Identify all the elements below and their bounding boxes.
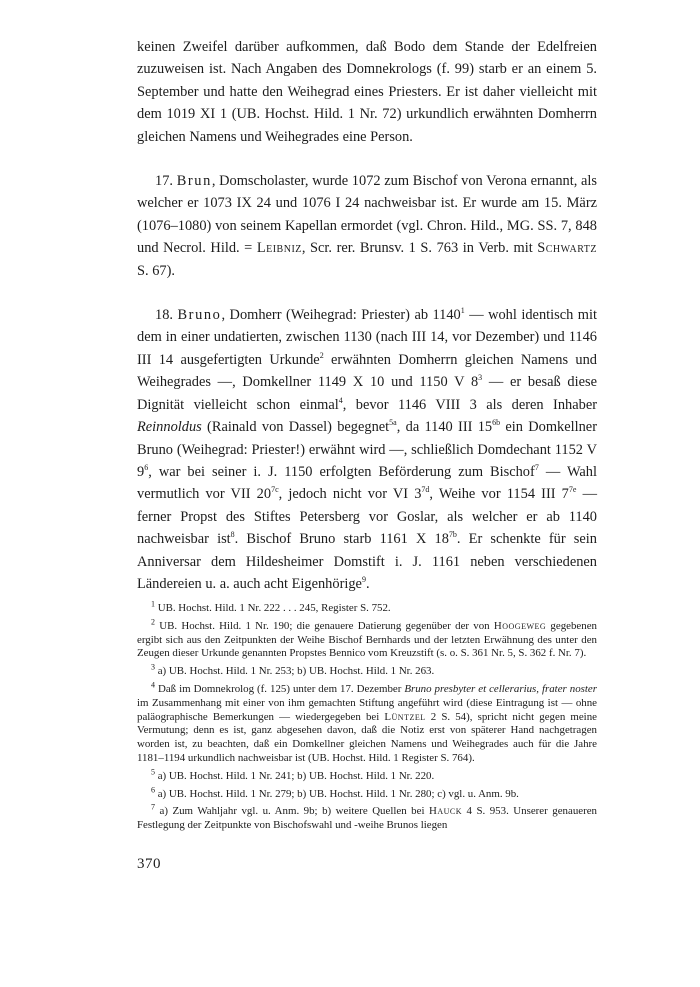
- author-smallcaps: Lüntzel: [384, 710, 426, 723]
- footnote-ref: 1: [460, 306, 465, 316]
- footnote-ref: 5a: [389, 418, 397, 428]
- footnote-1: [137, 599, 597, 616]
- entry-text: ein Domkellner Bruno (Weihegrad: Priester!) erwähnt wird —, schließlich Domdechant 1152 V 9: [137, 419, 597, 480]
- entry-text: , bevor 1146 VIII 3 als deren Inhaber: [342, 396, 597, 413]
- footnote-text: gegebenen ergibt sich aus den Zeitpunkten der Weihe Bischof Bernhards und der letzten Erwähnung des unter den Zeugen dieser Urkunde genannten Propstes Bennico vom Kreuzstift (s. o. S. 361 Nr. 5, S. 362 f. Nr. 7).: [137, 619, 597, 660]
- footnote-mark: 4: [151, 680, 155, 690]
- entry-text: , Domherr (Weihegrad: Priester) ab 1140: [221, 307, 461, 324]
- entry-text: , jedoch nicht vor VI 3: [278, 486, 422, 503]
- footnote-mark: 6: [151, 784, 155, 794]
- footnote-6: [137, 784, 597, 802]
- entry-text: , Domscholaster, wurde 1072 zum Bischof von Verona ernannt, als welcher er 1073 IX 24 und 1076 I 24 nachweisbar ist. Er wurde am 15. März (1076–1080) von seinem Kapellan ermordet (vgl. Chron. Hild., MG. SS. 7, 848 und Necrol. Hild. =: [137, 173, 597, 257]
- entry-number: 17.: [155, 173, 173, 190]
- footnote-ref: 9: [361, 575, 366, 585]
- footnote-ref: 7c: [271, 485, 279, 495]
- entry-name: Bruno: [177, 307, 222, 324]
- footnote-mark: 3: [151, 662, 155, 672]
- entry-text: . Er schenkte für sein Anniversar dem Hildesheimer Domstift i. J. 1161 neben verschiedenen Ländereien u. a. auch acht Eigenhörige: [137, 531, 597, 592]
- entry-text: .: [365, 575, 370, 592]
- entry-number: 18.: [155, 307, 173, 324]
- footnote-text: im Zusammenhang mit einer von ihm gemachten Stiftung angeführt wird (diese Eintragung ist — ohne paläographische Bemerkungen — wiedergegeben bei: [137, 696, 597, 723]
- footnote-text: a) Zum Wahljahr vgl. u. Anm. 9b; b) weitere Quellen bei: [155, 805, 429, 818]
- entry-text: — Wahl vermutlich vor VII 20: [137, 463, 598, 503]
- author-smallcaps: Schwartz: [537, 240, 597, 257]
- footnote-mark: 7: [151, 802, 155, 812]
- footnote-ref: 7: [534, 463, 539, 473]
- footnote-ref: 4: [338, 395, 343, 405]
- entry-18: [137, 304, 597, 595]
- footnote-ref: 8: [230, 530, 235, 540]
- footnote-ref: 7b: [448, 530, 457, 540]
- footnote-text: Daß im Domnekrolog (f. 125) unter dem 17. Dezember: [155, 682, 405, 695]
- footnote-2: [137, 617, 597, 661]
- footnote-4: [137, 680, 597, 766]
- entry-text: — ferner Propst des Stiftes Petersberg vor Goslar, als welcher er ab 1140 nachweisbar ist: [137, 486, 597, 548]
- footnote-ref: 7d: [421, 485, 430, 495]
- footnote-3: [137, 662, 597, 679]
- entry-17: [137, 170, 597, 282]
- entry-name: Brun: [176, 173, 212, 190]
- footnote-mark: 5: [151, 767, 155, 777]
- footnotes: [137, 599, 597, 837]
- entry-text: erwähnten Domherrn gleichen Namens und Weihegrades —, Domkellner 1149 X 10 und 1150 V 8: [137, 351, 597, 391]
- footnote-ref: 7e: [568, 485, 577, 495]
- footnote-mark: 1: [151, 599, 155, 609]
- entry-text: , Scr. rer. Brunsv. 1 S. 763 in Verb. mit: [301, 240, 538, 257]
- author-smallcaps: Hauck: [428, 805, 463, 818]
- footnote-text: UB. Hochst. Hild. 1 Nr. 190; die genauere Datierung gegenüber der von: [155, 619, 494, 632]
- italic-quote: Bruno presbyter et cellerarius, frater noster: [404, 682, 597, 695]
- footnote-text: UB. Hochst. Hild. 1 Nr. 222 . . . 245, Register S. 752.: [155, 602, 391, 614]
- main-text: [137, 36, 597, 595]
- author-smallcaps: Leibniz: [256, 240, 302, 257]
- entry-text: , da 1140 III 15: [396, 419, 493, 436]
- author-smallcaps: Hoogeweg: [493, 619, 547, 632]
- page-number: 370: [137, 856, 161, 872]
- footnote-ref: 6b: [492, 418, 501, 428]
- footnote-text: a) UB. Hochst. Hild. 1 Nr. 253; b) UB. Hochst. Hild. 1 Nr. 263.: [155, 665, 435, 678]
- entry-text: — er besaß diese Dignität vielleicht schon einmal: [137, 374, 597, 413]
- italic-name: Reinnoldus: [137, 419, 202, 436]
- entry-text: , Weihe vor 1154 III 7: [429, 486, 569, 503]
- footnote-7: [137, 802, 597, 833]
- footnote-text: 4 S. 953. Unserer genaueren Festlegung der Zeitpunkte von Bischofswahl und -weihe Brunos liegen: [137, 805, 597, 832]
- entry-text: S. 67).: [137, 262, 175, 279]
- entry-text: . Bischof Bruno starb 1161 X 18: [234, 531, 449, 548]
- footnote-text: 2 S. 54), spricht nicht gegen meine Vermutung; denn es ist, ganz abgesehen davon, daß die Notiz erst von späterer Hand nachgetragen worden ist, zu beachten, daß ein Domkellner gleichen Namens und Weihegrades auch für die Jahre 1181–1194 urkundlich nachweisbar ist (UB. Hochst. Hild. 1 Register S. 764).: [137, 710, 597, 764]
- footnote-text: a) UB. Hochst. Hild. 1 Nr. 279; b) UB. Hochst. Hild. 1 Nr. 280; c) vgl. u. Anm. 9b.: [155, 787, 519, 800]
- footnote-mark: 2: [151, 617, 155, 627]
- footnote-5: [137, 767, 597, 784]
- entry-text: , war bei seiner i. J. 1150 erfolgten Beförderung zum Bischof: [148, 463, 535, 480]
- paragraph-continuation: keinen Zweifel darüber aufkommen, daß Bodo dem Stande der Edelfreien zuzuweisen ist. Nach Angaben des Domnekrologs (f. 99) starb er an einem 5. September und hatte den Weihegrad eines Priesters. Er ist daher vielleicht mit dem 1019 XI 1 (UB. Hochst. Hild. 1 Nr. 72) urkundlich erwähnten Domherrn gleichen Namens und Weihegrades eine Person.: [137, 39, 597, 145]
- footnote-ref: 3: [478, 373, 483, 383]
- entry-text: (Rainald von Dassel) begegnet: [201, 419, 390, 436]
- footnote-ref: 6: [144, 463, 149, 473]
- footnote-ref: 2: [319, 351, 324, 361]
- entry-text: — wohl identisch mit dem in einer undatierten, zwischen 1130 (nach III 14, vor Dezember) und 1146 III 14 ausgefertigten Urkunde: [137, 307, 597, 368]
- footnote-text: a) UB. Hochst. Hild. 1 Nr. 241; b) UB. Hochst. Hild. 1 Nr. 220.: [155, 769, 435, 782]
